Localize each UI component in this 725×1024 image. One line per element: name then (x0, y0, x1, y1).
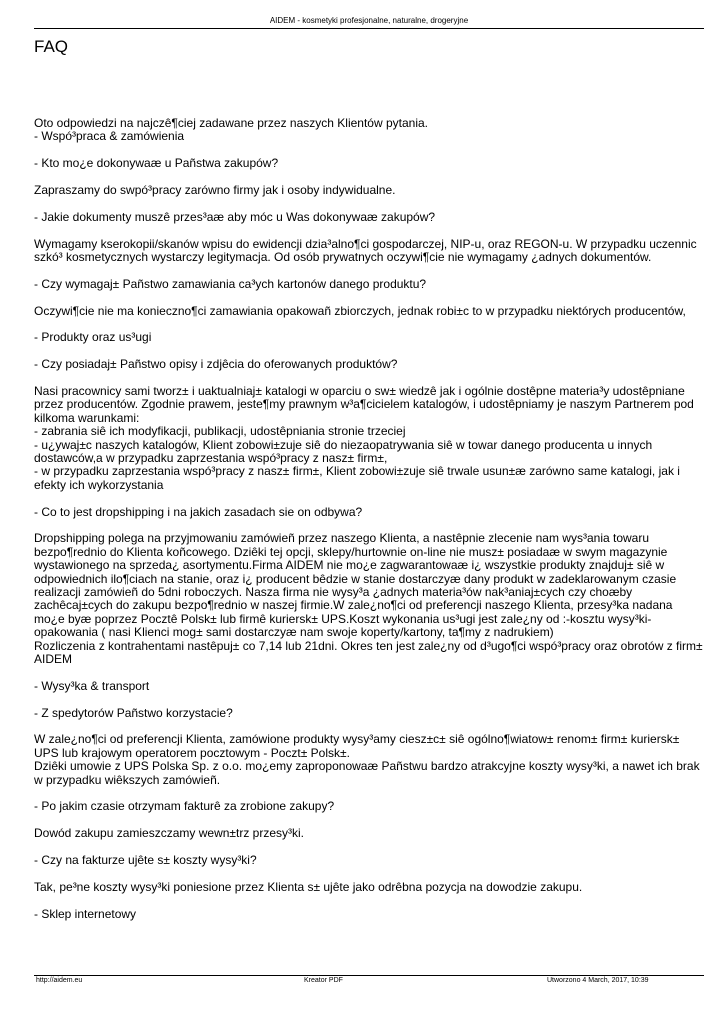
faq-section-heading: - Produkty oraz us³ugi (34, 330, 152, 345)
footer-creator: Kreator PDF (304, 977, 343, 984)
faq-question: - Czy wymagaj± Pañstwo zamawiania ca³ych kartonów danego produktu? (34, 276, 427, 291)
faq-question: - Jakie dokumenty muszê przes³aæ aby móc u Was dokonywaæ zakupów? (34, 209, 436, 224)
faq-question: - Z spedytorów Pañstwo korzystacie? (34, 705, 233, 720)
footer-divider (34, 975, 704, 976)
footer-created-date: Utworzono 4 March, 2017, 10:39 (547, 977, 649, 984)
faq-answer: Oczywi¶cie nie ma konieczno¶ci zamawiania opakowañ zbiorczych, jednak robi±c to w przypadku niektórych producentów, (34, 303, 686, 318)
faq-section-heading: - Sklep internetowy (34, 906, 137, 921)
page-title: FAQ (34, 37, 69, 56)
page-header-title: AIDEM - kosmetyki profesjonalne, naturalne, drogeryjne (269, 16, 469, 25)
header-divider (34, 28, 704, 29)
faq-intro: Oto odpowiedzi na najczê¶ciej zadawane przez naszych Klientów pytania. - Wspó³praca & zamówienia (34, 116, 429, 144)
faq-answer: W zale¿no¶ci od preferencji Klienta, zamówione produkty wysy³amy ciesz±c± siê ogólno¶wiatow± renom± firm± kuriersk± UPS lub krajowym operatorem pocztowym - Poczt± Polsk±. Dziêki umowie z UPS Polska Sp. z o.o. mo¿emy zaproponowaæ Pañstwu bardzo atrakcyjne koszty wysy³ki, a nawet ich brak w przypadku wiêkszych zamówieñ. (34, 732, 700, 787)
faq-question: - Czy posiadaj± Pañstwo opisy i zdjêcia do oferowanych produktów? (34, 357, 398, 372)
faq-question: - Kto mo¿e dokonywaæ u Pañstwa zakupów? (34, 156, 279, 171)
faq-question: - Czy na fakturze ujête s± koszty wysy³ki? (34, 853, 257, 868)
faq-answer: Tak, pe³ne koszty wysy³ki poniesione przez Klienta s± ujête jako odrêbna pozycja na dowodzie zakupu. (34, 879, 583, 894)
faq-question: - Po jakim czasie otrzymam fakturê za zrobione zakupy? (34, 799, 335, 814)
faq-question: - Co to jest dropshipping i na jakich zasadach sie on odbywa? (34, 504, 363, 519)
faq-answer: Dropshipping polega na przyjmowaniu zamówieñ przez naszego Klienta, a nastêpnie zlecenie nam wys³ania towaru bezpo¶rednio do Klienta koñcowego. Dziêki tej opcji, sklepy/hurtownie on-line nie musz± posiadaæ w swym magazynie wystawionego na sprzeda¿ asortymentu.Firma AIDEM nie mo¿e zagwarantowaæ i¿ wszystkie produkty znajduj± siê w odpowiednich ilo¶ciach na stanie, oraz i¿ producent bêdzie w stanie dostarczyæ dany produkt w zadeklarowanym czasie realizacji zamówieñ do 5dni roboczych. Nasza firma nie wysy³a ¿adnych materia³ów nak³aniaj±cych czy choæby zachêcaj±cych do zakupu bezpo¶rednio w naszej firmie.W zale¿no¶ci od preferencji naszego Klienta, przesy³ka nadana mo¿e byæ poprzez Pocztê Polsk± lub firmê kuriersk± UPS.Koszt wykonania us³ugi jest zale¿ny od :-kosztu wysy³ki-opakowania ( nasi Klienci mog± sami dostarczyæ nam swoje koperty/kartony, ta¶my z nadrukiem) Rozliczenia z kontrahentami nastêpuj± co 7,14 lub 21dni. Okres ten jest zale¿ny od d³ugo¶ci wspó³pracy oraz obrotów z firm± AIDEM (34, 531, 703, 667)
faq-answer: Wymagamy kserokopii/skanów wpisu do ewidencji dzia³alno¶ci gospodarczej, NIP-u, oraz REGON-u. W przypadku uczennic szkó³ kosmetycznych wystarczy legitymacja. Od osób prywatnych oczywi¶cie nie wymagamy ¿adnych dokumentów. (34, 236, 697, 264)
faq-section-heading: - Wysy³ka & transport (34, 678, 150, 693)
faq-answer: Nasi pracownicy sami tworz± i uaktualniaj± katalogi w oparciu o sw± wiedzê jak i ogólnie dostêpne materia³y udostêpniane przez producentów. Zgodnie prawem, jeste¶my prawnym w³a¶cicielem katalogów, i udostêpniamy je naszym Partnerem pod kilkoma warunkami: - zabrania siê ich modyfikacji, publikacji, udostêpniania stronie trzeciej - u¿ywaj±c naszych katalogów, Klient zobowi±zuje siê do niezaopatrywania siê w towar danego producenta u innych dostawców,a w przypadku zaprzestania wspó³pracy z nasz± firm±, - w przypadku zaprzestania wspó³pracy z nasz± firm±, Klient zobowi±zuje siê trwale usun±æ zarówno same katalogi, jak i efekty ich wykorzystania (34, 383, 694, 492)
faq-answer: Zapraszamy do swpó³pracy zarówno firmy jak i osoby indywidualne. (34, 183, 396, 197)
faq-content (34, 117, 704, 934)
footer-url: http://aidem.eu (36, 977, 83, 984)
faq-answer: Dowód zakupu zamieszczamy wewn±trz przesy³ki. (34, 826, 304, 841)
